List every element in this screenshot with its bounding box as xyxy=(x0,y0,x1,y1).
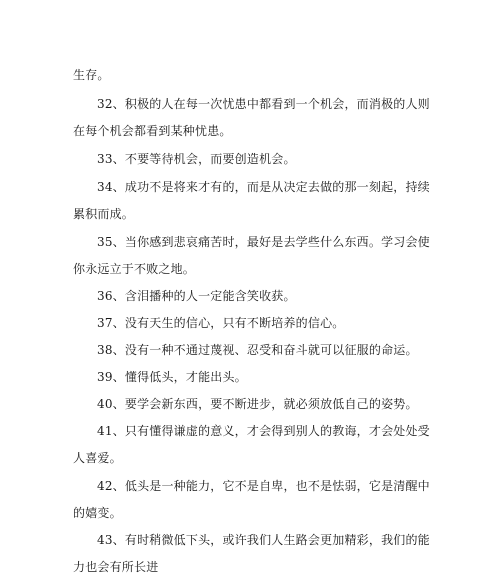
text-line: 38、没有一种不通过蔑视、忍受和奋斗就可以征服的命运。 xyxy=(97,343,418,357)
text-line: 35、当你感到悲哀痛苦时，最好是去学些什么东西。学习会使 xyxy=(97,235,430,249)
text-line: 生存。 xyxy=(73,68,110,82)
text-line: 力也会有所长进 xyxy=(73,560,159,574)
text-line: 36、含泪播种的人一定能含笑收获。 xyxy=(97,289,296,303)
text-line: 你永远立于不败之地。 xyxy=(73,262,196,276)
text-line: 的嬉变。 xyxy=(73,506,122,520)
text-line: 42、低头是一种能力，它不是自卑，也不是怯弱，它是清醒中 xyxy=(97,479,430,493)
text-line: 41、只有懂得谦虚的意义，才会得到别人的教诲，才会处处受 xyxy=(97,424,430,438)
text-line: 人喜爱。 xyxy=(73,451,122,465)
text-line: 37、没有天生的信心，只有不断培养的信心。 xyxy=(97,316,345,330)
text-line: 在每个机会都看到某种忧患。 xyxy=(73,124,232,138)
text-line: 34、成功不是将来才有的，而是从决定去做的那一刻起，持续 xyxy=(97,180,430,194)
text-line: 33、不要等待机会，而要创造机会。 xyxy=(97,152,296,166)
text-line: 累积而成。 xyxy=(73,207,135,221)
text-line: 40、要学会新东西，要不断进步，就必须放低自己的姿势。 xyxy=(97,397,418,411)
text-line: 43、有时稍微低下头，或许我们人生路会更加精彩，我们的能 xyxy=(97,533,430,547)
text-line: 39、懂得低头，才能出头。 xyxy=(97,370,247,384)
text-line: 32、积极的人在每一次忧患中都看到一个机会，而消极的人则 xyxy=(97,97,430,111)
